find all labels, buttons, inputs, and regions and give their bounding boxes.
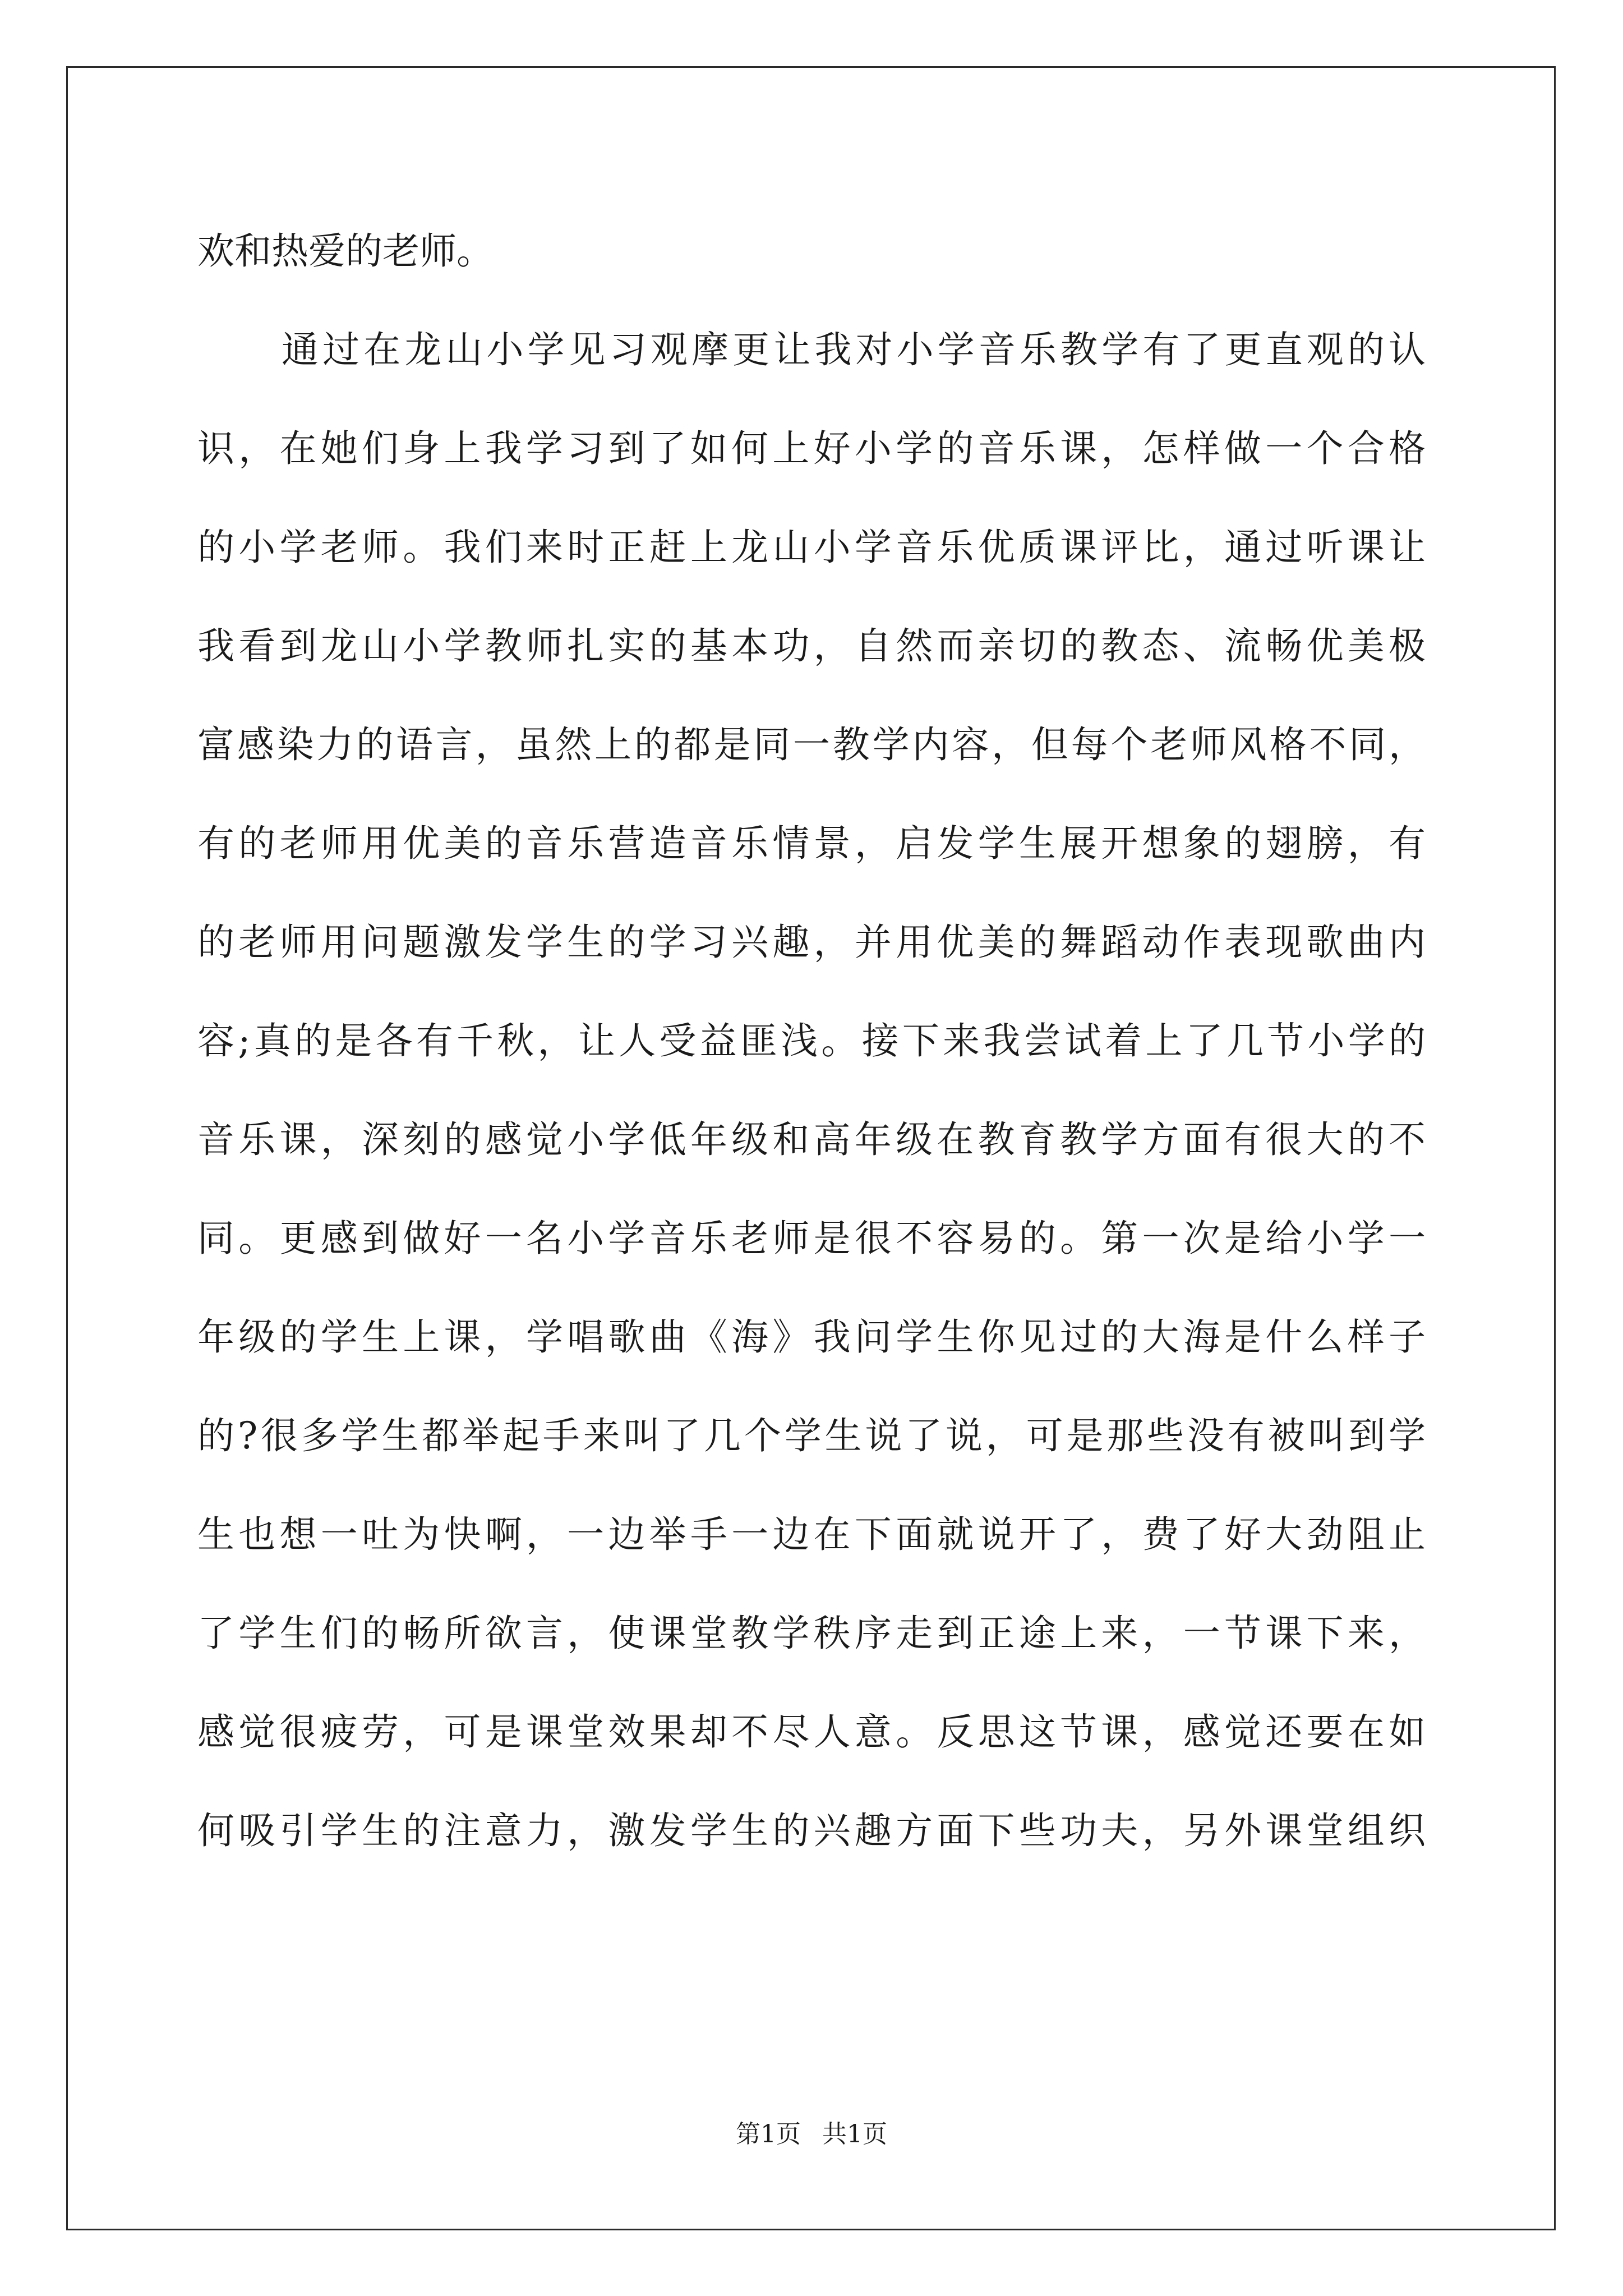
text-line: 音乐课，深刻的感觉小学低年级和高年级在教育教学方面有很大的不 [197, 1118, 1426, 1161]
text-line: 生也想一吐为快啊，一边举手一边在下面就说开了，费了好大劲阻止 [197, 1513, 1426, 1556]
document-body [197, 202, 1426, 1880]
text-line: 有的老师用优美的音乐营造音乐情景，启发学生展开想象的翅膀，有 [197, 822, 1426, 865]
text-line: 的小学老师。我们来时正赶上龙山小学音乐优质课评比，通过听课让 [197, 526, 1426, 569]
text-line: 何吸引学生的注意力，激发学生的兴趣方面下些功夫，另外课堂组织 [197, 1809, 1426, 1852]
text-line: 同。更感到做好一名小学音乐老师是很不容易的。第一次是给小学一 [197, 1217, 1426, 1260]
text-line: 容;真的是各有千秋，让人受益匪浅。接下来我尝试着上了几节小学的 [197, 1019, 1426, 1062]
text-line: 的?很多学生都举起手来叫了几个学生说了说，可是那些没有被叫到学 [197, 1414, 1426, 1457]
text-line: 了学生们的畅所欲言，使课堂教学秩序走到正途上来，一节课下来， [197, 1612, 1426, 1655]
text-line: 富感染力的语言，虽然上的都是同一教学内容，但每个老师风格不同， [197, 723, 1426, 766]
text-line: 我看到龙山小学教师扎实的基本功，自然而亲切的教态、流畅优美极 [197, 624, 1426, 668]
text-line: 欢和热爱的老师。 [197, 229, 494, 273]
text-line: 感觉很疲劳，可是课堂效果却不尽人意。反思这节课，感觉还要在如 [197, 1710, 1426, 1754]
text-line: 识，在她们身上我学习到了如何上好小学的音乐课，怎样做一个合格 [197, 427, 1426, 470]
text-line: 的老师用问题激发学生的学习兴趣，并用优美的舞蹈动作表现歌曲内 [197, 921, 1426, 964]
text-line: 年级的学生上课，学唱歌曲《海》我问学生你见过的大海是什么样子 [197, 1315, 1426, 1359]
text-line: 通过在龙山小学见习观摩更让我对小学音乐教学有了更直观的认 [282, 328, 1426, 371]
page-number: 第1页 共1页 [736, 2120, 887, 2148]
